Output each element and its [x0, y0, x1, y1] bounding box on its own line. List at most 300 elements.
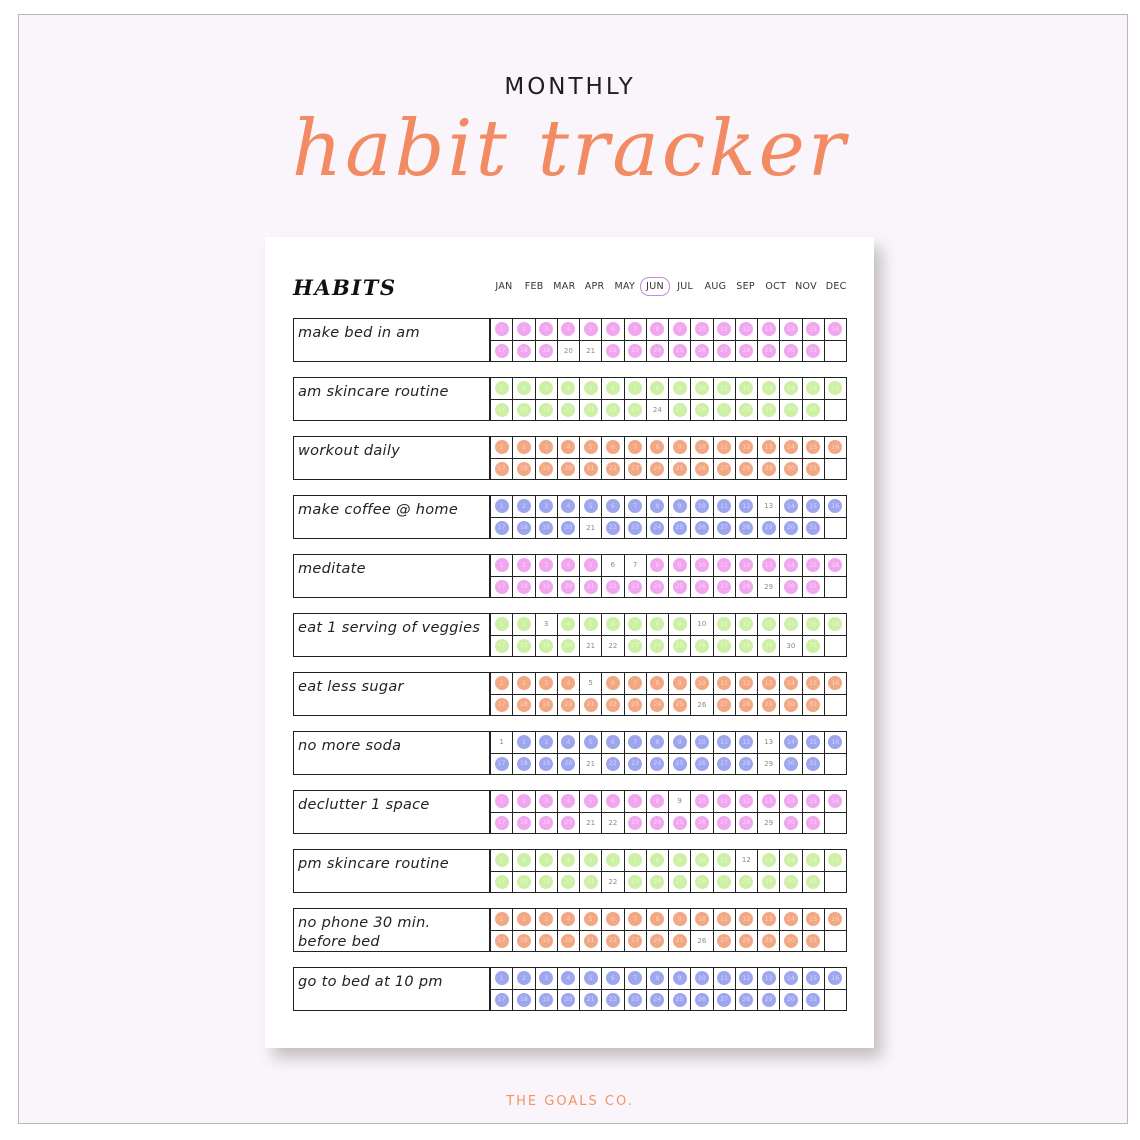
- day-cell[interactable]: [691, 754, 712, 775]
- day-cell[interactable]: [714, 636, 735, 657]
- day-cell[interactable]: [758, 459, 779, 480]
- day-cell[interactable]: [714, 555, 735, 576]
- day-cell[interactable]: [803, 319, 824, 340]
- day-cell[interactable]: [780, 754, 801, 775]
- day-cell[interactable]: [580, 614, 601, 635]
- day-cell[interactable]: [758, 378, 779, 399]
- day-cell[interactable]: [513, 695, 534, 716]
- day-cell[interactable]: [602, 400, 623, 421]
- day-cell[interactable]: [825, 319, 846, 340]
- day-cell[interactable]: [491, 555, 512, 576]
- day-cell[interactable]: [780, 496, 801, 517]
- day-cell[interactable]: [714, 732, 735, 753]
- day-cell[interactable]: [714, 459, 735, 480]
- day-cell[interactable]: [647, 813, 668, 834]
- day-cell[interactable]: [602, 673, 623, 694]
- day-cell[interactable]: [714, 518, 735, 539]
- day-cell[interactable]: [780, 791, 801, 812]
- day-cell[interactable]: [536, 459, 557, 480]
- day-cell[interactable]: [558, 378, 579, 399]
- day-cell[interactable]: [691, 850, 712, 871]
- day-cell[interactable]: [780, 909, 801, 930]
- day-cell[interactable]: [602, 459, 623, 480]
- day-cell[interactable]: [580, 518, 601, 539]
- day-cell[interactable]: [558, 850, 579, 871]
- day-cell[interactable]: [536, 577, 557, 598]
- day-cell[interactable]: [558, 614, 579, 635]
- day-cell[interactable]: [513, 577, 534, 598]
- day-cell[interactable]: [803, 459, 824, 480]
- day-cell[interactable]: [714, 400, 735, 421]
- day-cell[interactable]: [625, 909, 646, 930]
- day-cell[interactable]: [669, 378, 690, 399]
- day-cell[interactable]: [803, 496, 824, 517]
- day-cell[interactable]: [513, 732, 534, 753]
- day-cell[interactable]: [647, 791, 668, 812]
- day-cell[interactable]: [491, 614, 512, 635]
- day-cell[interactable]: [536, 636, 557, 657]
- day-cell[interactable]: [780, 813, 801, 834]
- day-cell[interactable]: [714, 813, 735, 834]
- day-cell[interactable]: [647, 732, 668, 753]
- day-cell[interactable]: [491, 813, 512, 834]
- day-cell[interactable]: [825, 378, 846, 399]
- day-cell[interactable]: [780, 968, 801, 989]
- day-cell[interactable]: [625, 732, 646, 753]
- day-cell[interactable]: [758, 673, 779, 694]
- day-cell[interactable]: [602, 813, 623, 834]
- day-cell[interactable]: [536, 695, 557, 716]
- day-cell[interactable]: [714, 319, 735, 340]
- day-cell[interactable]: [736, 341, 757, 362]
- day-cell[interactable]: [691, 341, 712, 362]
- day-cell[interactable]: [736, 872, 757, 893]
- day-cell[interactable]: [780, 518, 801, 539]
- day-cell[interactable]: [758, 931, 779, 952]
- day-cell[interactable]: [647, 636, 668, 657]
- day-cell[interactable]: [491, 319, 512, 340]
- day-cell[interactable]: [803, 754, 824, 775]
- day-cell[interactable]: [491, 850, 512, 871]
- day-cell[interactable]: [580, 754, 601, 775]
- day-cell[interactable]: [558, 400, 579, 421]
- day-cell[interactable]: [513, 872, 534, 893]
- day-cell[interactable]: [780, 931, 801, 952]
- day-cell[interactable]: [736, 459, 757, 480]
- day-cell[interactable]: [691, 931, 712, 952]
- day-cell[interactable]: [491, 732, 512, 753]
- day-cell[interactable]: [758, 872, 779, 893]
- day-cell[interactable]: [647, 555, 668, 576]
- day-cell[interactable]: [558, 673, 579, 694]
- day-cell[interactable]: [491, 636, 512, 657]
- day-cell[interactable]: [580, 968, 601, 989]
- day-cell[interactable]: [691, 437, 712, 458]
- day-cell[interactable]: [602, 909, 623, 930]
- day-cell[interactable]: [691, 673, 712, 694]
- day-cell[interactable]: [825, 496, 846, 517]
- day-cell[interactable]: [736, 968, 757, 989]
- day-cell[interactable]: [647, 695, 668, 716]
- day-cell[interactable]: [536, 872, 557, 893]
- day-cell[interactable]: [758, 732, 779, 753]
- day-cell[interactable]: [669, 437, 690, 458]
- day-cell[interactable]: [513, 496, 534, 517]
- day-cell[interactable]: [714, 378, 735, 399]
- day-cell[interactable]: [580, 400, 601, 421]
- day-cell[interactable]: [536, 791, 557, 812]
- day-cell[interactable]: [714, 614, 735, 635]
- day-cell[interactable]: [780, 732, 801, 753]
- day-cell[interactable]: [513, 555, 534, 576]
- day-cell[interactable]: [669, 673, 690, 694]
- day-cell[interactable]: [691, 636, 712, 657]
- day-cell[interactable]: [758, 909, 779, 930]
- day-cell[interactable]: [825, 909, 846, 930]
- day-cell[interactable]: [758, 496, 779, 517]
- day-cell[interactable]: [758, 437, 779, 458]
- day-cell[interactable]: [691, 378, 712, 399]
- day-cell[interactable]: [669, 695, 690, 716]
- day-cell[interactable]: [647, 518, 668, 539]
- day-cell[interactable]: [580, 931, 601, 952]
- day-cell[interactable]: [825, 555, 846, 576]
- day-cell[interactable]: [736, 850, 757, 871]
- day-cell[interactable]: [780, 459, 801, 480]
- day-cell[interactable]: [803, 555, 824, 576]
- day-cell[interactable]: [536, 850, 557, 871]
- day-cell[interactable]: [580, 791, 601, 812]
- day-cell[interactable]: [691, 791, 712, 812]
- day-cell[interactable]: [669, 400, 690, 421]
- day-cell[interactable]: [803, 850, 824, 871]
- day-cell[interactable]: [580, 636, 601, 657]
- day-cell[interactable]: [780, 636, 801, 657]
- day-cell[interactable]: [736, 909, 757, 930]
- day-cell[interactable]: [602, 319, 623, 340]
- day-cell[interactable]: [780, 695, 801, 716]
- day-cell[interactable]: [536, 990, 557, 1011]
- day-cell[interactable]: [602, 555, 623, 576]
- day-cell[interactable]: [558, 341, 579, 362]
- day-cell[interactable]: [691, 577, 712, 598]
- day-cell[interactable]: [513, 518, 534, 539]
- day-cell[interactable]: [536, 754, 557, 775]
- day-cell[interactable]: [758, 636, 779, 657]
- day-cell[interactable]: [558, 931, 579, 952]
- day-cell[interactable]: [625, 931, 646, 952]
- day-cell[interactable]: [513, 636, 534, 657]
- day-cell[interactable]: [602, 496, 623, 517]
- day-cell[interactable]: [803, 577, 824, 598]
- day-cell[interactable]: [758, 754, 779, 775]
- day-cell[interactable]: [803, 378, 824, 399]
- day-cell[interactable]: [625, 555, 646, 576]
- day-cell[interactable]: [803, 341, 824, 362]
- day-cell[interactable]: [669, 459, 690, 480]
- day-cell[interactable]: [803, 931, 824, 952]
- day-cell[interactable]: [669, 872, 690, 893]
- day-cell[interactable]: [780, 614, 801, 635]
- day-cell[interactable]: [491, 459, 512, 480]
- day-cell[interactable]: [758, 319, 779, 340]
- day-cell[interactable]: [736, 400, 757, 421]
- day-cell[interactable]: [558, 577, 579, 598]
- day-cell[interactable]: [669, 931, 690, 952]
- day-cell[interactable]: [602, 518, 623, 539]
- day-cell[interactable]: [714, 754, 735, 775]
- month-sep[interactable]: SEP: [736, 281, 755, 292]
- day-cell[interactable]: [736, 496, 757, 517]
- day-cell[interactable]: [513, 614, 534, 635]
- day-cell[interactable]: [780, 990, 801, 1011]
- day-cell[interactable]: [714, 931, 735, 952]
- day-cell[interactable]: [491, 496, 512, 517]
- day-cell[interactable]: [803, 400, 824, 421]
- day-cell[interactable]: [758, 695, 779, 716]
- day-cell[interactable]: [803, 990, 824, 1011]
- day-cell[interactable]: [714, 437, 735, 458]
- day-cell[interactable]: [803, 437, 824, 458]
- day-cell[interactable]: [536, 968, 557, 989]
- day-cell[interactable]: [647, 754, 668, 775]
- day-cell[interactable]: [625, 850, 646, 871]
- day-cell[interactable]: [691, 496, 712, 517]
- day-cell[interactable]: [625, 518, 646, 539]
- day-cell[interactable]: [491, 791, 512, 812]
- day-cell[interactable]: [580, 378, 601, 399]
- month-nov[interactable]: NOV: [795, 281, 817, 292]
- month-jan[interactable]: JAN: [495, 281, 513, 292]
- day-cell[interactable]: [669, 813, 690, 834]
- day-cell[interactable]: [513, 990, 534, 1011]
- day-cell[interactable]: [491, 931, 512, 952]
- day-cell[interactable]: [736, 931, 757, 952]
- day-cell[interactable]: [803, 968, 824, 989]
- day-cell[interactable]: [691, 319, 712, 340]
- day-cell[interactable]: [625, 459, 646, 480]
- day-cell[interactable]: [558, 754, 579, 775]
- day-cell[interactable]: [647, 850, 668, 871]
- day-cell[interactable]: [602, 378, 623, 399]
- day-cell[interactable]: [736, 555, 757, 576]
- day-cell[interactable]: [669, 496, 690, 517]
- day-cell[interactable]: [536, 518, 557, 539]
- day-cell[interactable]: [536, 931, 557, 952]
- day-cell[interactable]: [580, 813, 601, 834]
- day-cell[interactable]: [491, 968, 512, 989]
- day-cell[interactable]: [758, 341, 779, 362]
- day-cell[interactable]: [714, 496, 735, 517]
- day-cell[interactable]: [625, 378, 646, 399]
- month-aug[interactable]: AUG: [704, 281, 727, 292]
- day-cell[interactable]: [714, 695, 735, 716]
- day-cell[interactable]: [602, 577, 623, 598]
- day-cell[interactable]: [602, 636, 623, 657]
- day-cell[interactable]: [647, 931, 668, 952]
- day-cell[interactable]: [580, 341, 601, 362]
- day-cell[interactable]: [669, 968, 690, 989]
- month-jun[interactable]: JUN: [640, 281, 670, 292]
- day-cell[interactable]: [669, 909, 690, 930]
- day-cell[interactable]: [669, 614, 690, 635]
- month-may[interactable]: MAY: [614, 281, 636, 292]
- day-cell[interactable]: [602, 754, 623, 775]
- day-cell[interactable]: [780, 319, 801, 340]
- day-cell[interactable]: [714, 673, 735, 694]
- day-cell[interactable]: [536, 555, 557, 576]
- day-cell[interactable]: [736, 437, 757, 458]
- day-cell[interactable]: [647, 673, 668, 694]
- day-cell[interactable]: [513, 378, 534, 399]
- day-cell[interactable]: [558, 968, 579, 989]
- day-cell[interactable]: [647, 614, 668, 635]
- day-cell[interactable]: [669, 636, 690, 657]
- day-cell[interactable]: [803, 614, 824, 635]
- day-cell[interactable]: [736, 518, 757, 539]
- day-cell[interactable]: [803, 909, 824, 930]
- day-cell[interactable]: [625, 400, 646, 421]
- day-cell[interactable]: [602, 968, 623, 989]
- day-cell[interactable]: [647, 577, 668, 598]
- month-oct[interactable]: OCT: [765, 281, 787, 292]
- day-cell[interactable]: [558, 319, 579, 340]
- day-cell[interactable]: [580, 577, 601, 598]
- day-cell[interactable]: [625, 496, 646, 517]
- day-cell[interactable]: [758, 614, 779, 635]
- day-cell[interactable]: [780, 577, 801, 598]
- day-cell[interactable]: [758, 555, 779, 576]
- day-cell[interactable]: [536, 400, 557, 421]
- month-jul[interactable]: JUL: [677, 281, 694, 292]
- day-cell[interactable]: [625, 968, 646, 989]
- day-cell[interactable]: [602, 850, 623, 871]
- day-cell[interactable]: [491, 872, 512, 893]
- day-cell[interactable]: [558, 732, 579, 753]
- day-cell[interactable]: [714, 990, 735, 1011]
- day-cell[interactable]: [491, 378, 512, 399]
- day-cell[interactable]: [669, 341, 690, 362]
- day-cell[interactable]: [691, 909, 712, 930]
- day-cell[interactable]: [647, 341, 668, 362]
- day-cell[interactable]: [602, 341, 623, 362]
- day-cell[interactable]: [602, 872, 623, 893]
- day-cell[interactable]: [758, 968, 779, 989]
- day-cell[interactable]: [536, 496, 557, 517]
- day-cell[interactable]: [513, 673, 534, 694]
- day-cell[interactable]: [825, 614, 846, 635]
- day-cell[interactable]: [825, 673, 846, 694]
- day-cell[interactable]: [513, 400, 534, 421]
- day-cell[interactable]: [825, 791, 846, 812]
- day-cell[interactable]: [825, 968, 846, 989]
- day-cell[interactable]: [536, 909, 557, 930]
- day-cell[interactable]: [669, 319, 690, 340]
- day-cell[interactable]: [625, 990, 646, 1011]
- day-cell[interactable]: [536, 732, 557, 753]
- day-cell[interactable]: [803, 518, 824, 539]
- day-cell[interactable]: [758, 791, 779, 812]
- day-cell[interactable]: [780, 437, 801, 458]
- day-cell[interactable]: [714, 850, 735, 871]
- day-cell[interactable]: [602, 732, 623, 753]
- day-cell[interactable]: [558, 437, 579, 458]
- day-cell[interactable]: [669, 990, 690, 1011]
- day-cell[interactable]: [736, 695, 757, 716]
- day-cell[interactable]: [780, 673, 801, 694]
- day-cell[interactable]: [691, 400, 712, 421]
- day-cell[interactable]: [513, 931, 534, 952]
- day-cell[interactable]: [691, 695, 712, 716]
- day-cell[interactable]: [580, 990, 601, 1011]
- day-cell[interactable]: [536, 813, 557, 834]
- day-cell[interactable]: [558, 695, 579, 716]
- day-cell[interactable]: [647, 400, 668, 421]
- day-cell[interactable]: [580, 673, 601, 694]
- day-cell[interactable]: [780, 341, 801, 362]
- day-cell[interactable]: [647, 909, 668, 930]
- day-cell[interactable]: [580, 909, 601, 930]
- day-cell[interactable]: [625, 614, 646, 635]
- day-cell[interactable]: [758, 577, 779, 598]
- day-cell[interactable]: [691, 968, 712, 989]
- day-cell[interactable]: [669, 850, 690, 871]
- day-cell[interactable]: [580, 319, 601, 340]
- day-cell[interactable]: [558, 518, 579, 539]
- day-cell[interactable]: [558, 791, 579, 812]
- day-cell[interactable]: [647, 872, 668, 893]
- day-cell[interactable]: [513, 754, 534, 775]
- day-cell[interactable]: [536, 378, 557, 399]
- day-cell[interactable]: [780, 555, 801, 576]
- day-cell[interactable]: [513, 341, 534, 362]
- day-cell[interactable]: [669, 555, 690, 576]
- day-cell[interactable]: [513, 813, 534, 834]
- day-cell[interactable]: [602, 791, 623, 812]
- day-cell[interactable]: [803, 695, 824, 716]
- day-cell[interactable]: [558, 872, 579, 893]
- day-cell[interactable]: [491, 673, 512, 694]
- day-cell[interactable]: [513, 437, 534, 458]
- day-cell[interactable]: [736, 614, 757, 635]
- month-feb[interactable]: FEB: [524, 281, 544, 292]
- day-cell[interactable]: [647, 990, 668, 1011]
- day-cell[interactable]: [669, 577, 690, 598]
- day-cell[interactable]: [513, 850, 534, 871]
- day-cell[interactable]: [625, 754, 646, 775]
- day-cell[interactable]: [580, 850, 601, 871]
- month-mar[interactable]: MAR: [553, 281, 576, 292]
- day-cell[interactable]: [758, 850, 779, 871]
- day-cell[interactable]: [803, 636, 824, 657]
- day-cell[interactable]: [625, 673, 646, 694]
- day-cell[interactable]: [669, 518, 690, 539]
- day-cell[interactable]: [647, 319, 668, 340]
- day-cell[interactable]: [536, 341, 557, 362]
- day-cell[interactable]: [647, 437, 668, 458]
- day-cell[interactable]: [491, 437, 512, 458]
- day-cell[interactable]: [580, 496, 601, 517]
- day-cell[interactable]: [647, 378, 668, 399]
- day-cell[interactable]: [825, 850, 846, 871]
- day-cell[interactable]: [736, 791, 757, 812]
- day-cell[interactable]: [580, 459, 601, 480]
- day-cell[interactable]: [803, 791, 824, 812]
- day-cell[interactable]: [714, 872, 735, 893]
- day-cell[interactable]: [558, 459, 579, 480]
- month-apr[interactable]: APR: [584, 281, 605, 292]
- day-cell[interactable]: [780, 378, 801, 399]
